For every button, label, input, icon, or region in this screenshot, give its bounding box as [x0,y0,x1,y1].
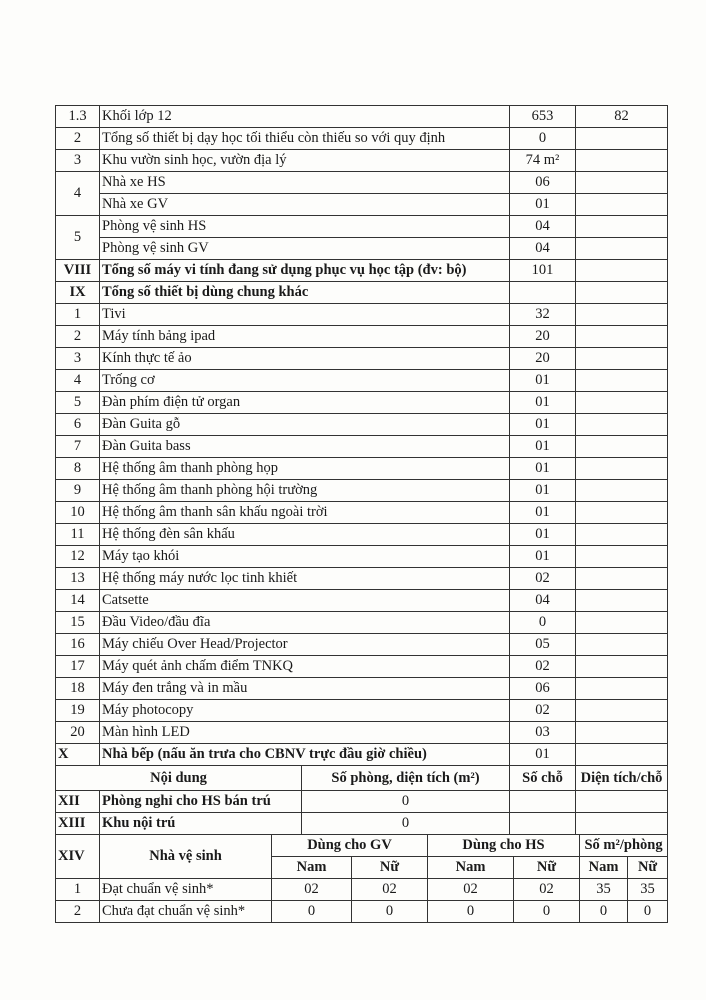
header-nam: Nam [580,857,628,879]
row-label: Catsette [100,590,510,612]
row-value: 06 [510,172,576,194]
row-value-2 [576,216,668,238]
section-number: XIII [56,813,100,835]
table-row [56,568,668,590]
row-value-2 [510,791,576,813]
header-hs: Dùng cho HS [428,835,580,857]
table-row [56,458,668,480]
header-m2: Số m²/phòng [580,835,668,857]
equipment-list [56,304,668,744]
section-number: IX [56,282,100,304]
header-rooms: Số phòng, diện tích (m²) [302,766,510,791]
row-label: Chưa đạt chuẩn vệ sinh* [100,901,272,923]
row-label: Phòng vệ sinh HS [100,216,510,238]
row-value: 0 [302,813,510,835]
row-value: 653 [510,106,576,128]
equipment-table [55,105,668,766]
row-label: Phòng vệ sinh GV [100,238,510,260]
table-row [56,194,668,216]
row-label: Trống cơ [100,370,510,392]
section-row [56,791,668,813]
section-row [56,813,668,835]
gv-nu-value: 02 [352,879,428,901]
row-label: Khu vườn sinh học, vườn địa lý [100,150,510,172]
m2-nam-value: 35 [580,879,628,901]
row-value-2 [576,678,668,700]
row-value-2: 82 [576,106,668,128]
section-number: X [56,744,100,766]
toilet-table [55,834,668,923]
row-value-2 [510,813,576,835]
header-row [56,835,668,857]
row-label: Tivi [100,304,510,326]
section-label: Nhà bếp (nấu ăn trưa cho CBNV trực đầu giờ chiều) [100,744,510,766]
row-label: Máy photocopy [100,700,510,722]
row-label: Máy quét ảnh chấm điểm TNKQ [100,656,510,678]
section-label: Tổng số thiết bị dùng chung khác [100,282,510,304]
row-value-2 [576,656,668,678]
row-value: 02 [510,656,576,678]
row-value-2 [576,326,668,348]
row-number: 20 [56,722,100,744]
row-label: Màn hình LED [100,722,510,744]
row-value-2 [576,150,668,172]
row-number: 15 [56,612,100,634]
row-label: Nhà xe GV [100,194,510,216]
gv-nu-value: 0 [352,901,428,923]
row-label: Nhà xe HS [100,172,510,194]
row-value: 01 [510,546,576,568]
table-row [56,150,668,172]
row-value: 01 [510,436,576,458]
row-label: Hệ thống âm thanh sân khấu ngoài trời [100,502,510,524]
row-number: 4 [56,370,100,392]
table-row [56,879,668,901]
section-label: Khu nội trú [100,813,302,835]
row-label: Đàn phím điện tử organ [100,392,510,414]
row-value: 01 [510,392,576,414]
section-row [56,744,668,766]
row-number: 2 [56,901,100,923]
row-label: Máy chiếu Over Head/Projector [100,634,510,656]
row-label: Hệ thống âm thanh phòng hội trường [100,480,510,502]
row-value-2 [576,722,668,744]
row-value-2 [576,546,668,568]
row-number: 1 [56,879,100,901]
table-row [56,480,668,502]
section-label: Tổng số máy vi tính đang sử dụng phục vụ học tập (đv: bộ) [100,260,510,282]
row-value: 04 [510,216,576,238]
header-gv: Dùng cho GV [272,835,428,857]
row-value-2 [576,502,668,524]
row-number: 6 [56,414,100,436]
section-number: XII [56,791,100,813]
row-value: 32 [510,304,576,326]
table-row [56,172,668,194]
row-value-3 [576,791,668,813]
row-value: 01 [510,524,576,546]
header-row [56,766,668,791]
row-value: 0 [510,612,576,634]
row-value: 02 [510,568,576,590]
table-row [56,524,668,546]
row-number: 5 [56,392,100,414]
row-value: 04 [510,238,576,260]
row-number: 9 [56,480,100,502]
table-row [56,304,668,326]
table-row [56,722,668,744]
row-value: 04 [510,590,576,612]
table-row [56,700,668,722]
rooms-table [55,765,668,835]
row-value: 03 [510,722,576,744]
hs-nu-value: 02 [514,879,580,901]
table-row [56,502,668,524]
row-label: Tổng số thiết bị dạy học tối thiểu còn thiếu so với quy định [100,128,510,150]
row-value-2 [576,348,668,370]
row-value-2 [576,480,668,502]
row-value-2 [576,370,668,392]
row-value: 01 [510,480,576,502]
row-value-2 [576,700,668,722]
table-row [56,348,668,370]
row-value-2 [576,392,668,414]
row-value: 01 [510,370,576,392]
row-number: 1.3 [56,106,100,128]
row-number: 13 [56,568,100,590]
row-label: Hệ thống đèn sân khấu [100,524,510,546]
table-row [56,216,668,238]
header-nu: Nữ [514,857,580,879]
table-row [56,634,668,656]
hs-nu-value: 0 [514,901,580,923]
table-row [56,901,668,923]
row-value-2 [576,304,668,326]
document-page [55,105,667,923]
section-label: Nhà vệ sinh [100,835,272,879]
row-label: Máy tính bảng ipad [100,326,510,348]
table-row [56,392,668,414]
table-row [56,370,668,392]
row-number: 4 [56,172,100,216]
row-number: 1 [56,304,100,326]
row-value: 0 [510,128,576,150]
row-number: 10 [56,502,100,524]
table-row [56,546,668,568]
row-label: Đàn Guita gỗ [100,414,510,436]
row-label: Hệ thống máy nước lọc tinh khiết [100,568,510,590]
row-value [510,282,576,304]
row-number: 18 [56,678,100,700]
row-value-2 [576,436,668,458]
row-value: 05 [510,634,576,656]
row-label: Máy tạo khói [100,546,510,568]
row-value: 74 m² [510,150,576,172]
table-row [56,106,668,128]
table-row [56,612,668,634]
header-nu: Nữ [352,857,428,879]
row-value-2 [576,260,668,282]
row-value-2 [576,590,668,612]
section-number: XIV [56,835,100,879]
header-area-per-seat: Diện tích/chỗ [576,766,668,791]
table-row [56,238,668,260]
row-value-2 [576,414,668,436]
row-label: Đàn Guita bass [100,436,510,458]
row-value: 01 [510,458,576,480]
row-value-2 [576,634,668,656]
header-content: Nội dung [56,766,302,791]
row-label: Khối lớp 12 [100,106,510,128]
m2-nam-value: 0 [580,901,628,923]
row-number: 7 [56,436,100,458]
row-label: Đầu Video/đầu đĩa [100,612,510,634]
row-value: 20 [510,326,576,348]
header-nam: Nam [428,857,514,879]
m2-nu-value: 35 [628,879,668,901]
row-value: 01 [510,502,576,524]
row-number: 8 [56,458,100,480]
row-number: 11 [56,524,100,546]
section-row [56,282,668,304]
row-label: Kính thực tế ảo [100,348,510,370]
table-row [56,590,668,612]
table-row [56,678,668,700]
row-value-3 [576,813,668,835]
row-value-2 [576,612,668,634]
section-number: VIII [56,260,100,282]
row-number: 5 [56,216,100,260]
row-value-2 [576,568,668,590]
header-seats: Số chỗ [510,766,576,791]
row-value-2 [576,128,668,150]
row-value: 02 [510,700,576,722]
row-number: 16 [56,634,100,656]
row-number: 19 [56,700,100,722]
m2-nu-value: 0 [628,901,668,923]
gv-nam-value: 02 [272,879,352,901]
section-row [56,260,668,282]
table-row [56,656,668,678]
row-label: Hệ thống âm thanh phòng họp [100,458,510,480]
row-value: 01 [510,194,576,216]
row-value: 20 [510,348,576,370]
hs-nam-value: 02 [428,879,514,901]
row-value-2 [576,524,668,546]
table-row [56,436,668,458]
row-number: 2 [56,326,100,348]
header-nu: Nữ [628,857,668,879]
row-value: 0 [302,791,510,813]
header-nam: Nam [272,857,352,879]
row-number: 14 [56,590,100,612]
row-label: Máy đen trắng và in mầu [100,678,510,700]
table-row [56,414,668,436]
row-number: 17 [56,656,100,678]
row-value: 01 [510,744,576,766]
gv-nam-value: 0 [272,901,352,923]
hs-nam-value: 0 [428,901,514,923]
row-label: Đạt chuẩn vệ sinh* [100,879,272,901]
table-row [56,128,668,150]
row-number: 3 [56,348,100,370]
row-value-2 [576,238,668,260]
row-number: 12 [56,546,100,568]
section-label: Phòng nghỉ cho HS bán trú [100,791,302,813]
row-number: 2 [56,128,100,150]
row-value-2 [576,194,668,216]
row-value-2 [576,458,668,480]
row-number: 3 [56,150,100,172]
row-value: 101 [510,260,576,282]
row-value: 06 [510,678,576,700]
row-value-2 [576,282,668,304]
row-value: 01 [510,414,576,436]
row-value-2 [576,172,668,194]
row-value-2 [576,744,668,766]
table-row [56,326,668,348]
